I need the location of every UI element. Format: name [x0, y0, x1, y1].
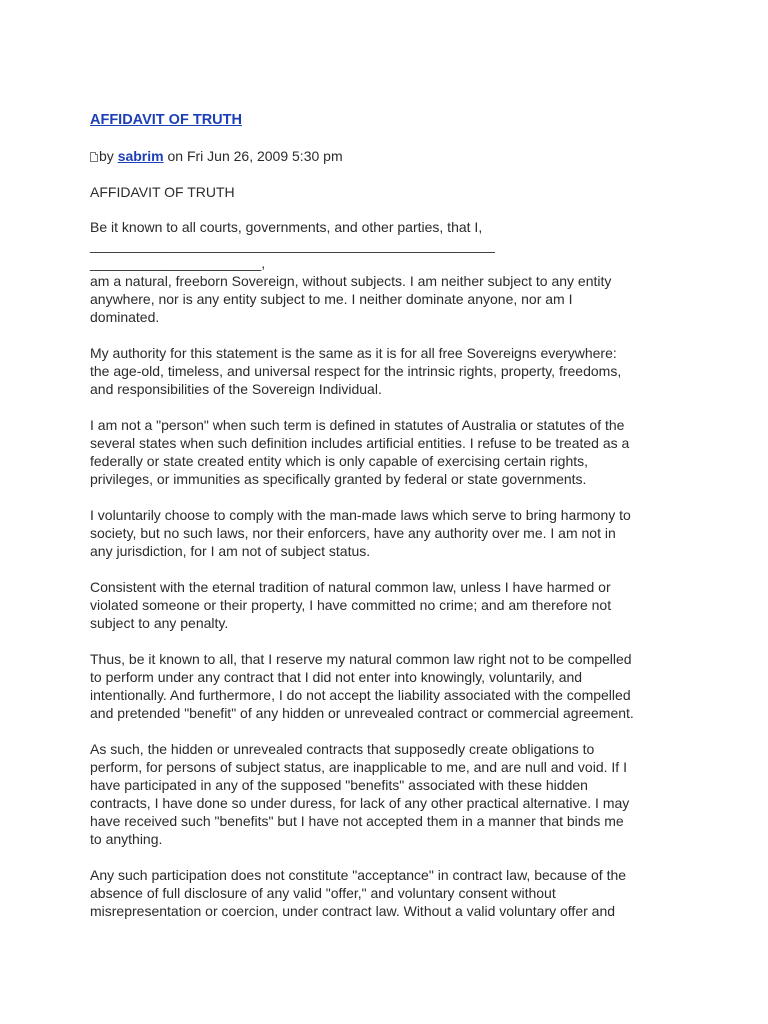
paragraph: Consistent with the eternal tradition of natural common law, unless I have harmed or violated someone or their property, I have committed no crime; and am therefore not subject to any penalty.	[90, 579, 612, 631]
post-container	[90, 110, 690, 920]
paragraph: Be it known to all courts, governments, and other parties, that I, ____________________________________________________ ______________________, am a natural, freeborn Sovereign, without subjects. I am neither subject to any entity anywhere, nor is any entity subject to me. I neither dominate anyone, nor am I dominated.	[90, 219, 612, 325]
paragraph: As such, the hidden or unrevealed contracts that supposedly create obligations to perform, for persons of subject status, are inapplicable to me, and are null and void. If I have participated in any of the supposed "benefits" associated with these hidden contracts, I have done so under duress, for lack of any other practical alternative. I may have received such "benefits" but I have not accepted them in a manner that binds me to anything.	[90, 741, 630, 847]
post-title-link[interactable]: AFFIDAVIT OF TRUTH	[90, 112, 242, 128]
document-heading: AFFIDAVIT OF TRUTH	[90, 184, 235, 200]
paragraph: Thus, be it known to all, that I reserve my natural common law right not to be compelled to perform under any contract that I did not enter into knowingly, voluntarily, and intentionally. And furthermore, I do not accept the liability associated with the compelled and pretended "benefit" of any hidden or unrevealed contract or commercial agreement.	[90, 651, 634, 721]
document-icon[interactable]	[90, 152, 98, 162]
post-byline	[90, 147, 690, 165]
byline-by-label: by	[99, 148, 114, 164]
author-link[interactable]: sabrim	[117, 148, 164, 164]
paragraph: My authority for this statement is the same as it is for all free Sovereigns everywhere: the age-old, timeless, and universal respect for the intrinsic rights, property, freedoms, and responsibilities of the Sovereign Individual.	[90, 345, 622, 397]
post-date: on Fri Jun 26, 2009 5:30 pm	[167, 148, 343, 164]
paragraph: I voluntarily choose to comply with the man-made laws which serve to bring harmony to society, but no such laws, nor their enforcers, have any authority over me. I am not in any jurisdiction, for I am not of subject status.	[90, 507, 631, 559]
paragraph: Any such participation does not constitute "acceptance" in contract law, because of the absence of full disclosure of any valid "offer," and voluntary consent without misrepresentation or coercion, under contract law. Without a valid voluntary offer and	[90, 867, 627, 919]
paragraph: I am not a "person" when such term is defined in statutes of Australia or statutes of the several states when such definition includes artificial entities. I refuse to be treated as a federally or state created entity which is only capable of exercising certain rights, privileges, or immunities as specifically granted by federal or state governments.	[90, 417, 630, 487]
